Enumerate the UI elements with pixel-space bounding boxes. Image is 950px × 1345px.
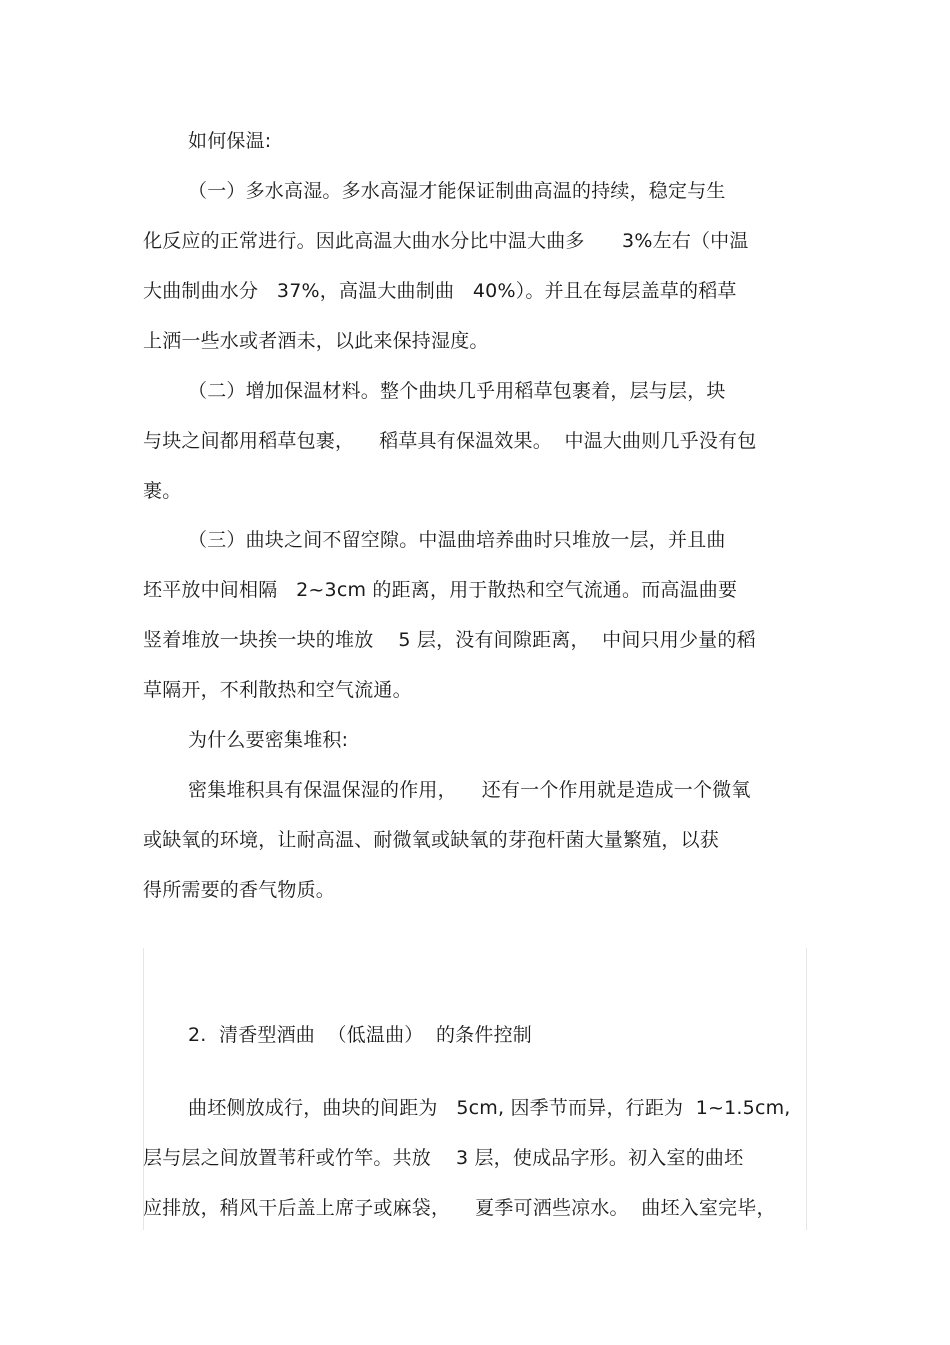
heading-how-to-keep-warm: 如何保温: xyxy=(188,130,272,152)
paragraph-line: 或缺氧的环境，让耐高温、耐微氧或缺氧的芽孢杆菌大量繁殖，以获 xyxy=(143,829,720,851)
paragraph-line: 应排放，稍风干后盖上席子或麻袋， 夏季可洒些凉水。 曲坯入室完毕， xyxy=(143,1197,776,1219)
paragraph-line: 化反应的正常进行。因此高温大曲水分比中温大曲多 3%左右（中温 xyxy=(143,230,749,252)
paragraph-line: 大曲制曲水分 37%，高温大曲制曲 40%）。并且在每层盖草的稻草 xyxy=(143,280,737,302)
paragraph-line: （二）增加保温材料。整个曲块几乎用稻草包裹着，层与层，块 xyxy=(188,380,726,402)
paragraph-line: （三）曲块之间不留空隙。中温曲培养曲时只堆放一层，并且曲 xyxy=(188,529,726,551)
heading-why-dense-stacking: 为什么要密集堆积: xyxy=(188,729,349,751)
paragraph-line: （一）多水高湿。多水高湿才能保证制曲高温的持续，稳定与生 xyxy=(188,180,726,202)
paragraph-line: 坯平放中间相隔 2~3cm 的距离，用于散热和空气流通。而高温曲要 xyxy=(143,579,738,601)
paragraph-line: 与块之间都用稻草包裹， 稻草具有保温效果。 中温大曲则几乎没有包 xyxy=(143,430,757,452)
paragraph-line: 曲坯侧放成行，曲块的间距为 5cm, 因季节而异，行距为 1~1.5cm, xyxy=(188,1097,791,1119)
paragraph-line: 竖着堆放一块挨一块的堆放 5 层，没有间隙距离， 中间只用少量的稻 xyxy=(143,629,756,651)
paragraph-line: 草隔开，不利散热和空气流通。 xyxy=(143,679,412,701)
frame-rule-right xyxy=(806,948,807,1230)
paragraph-line: 裹。 xyxy=(143,480,182,502)
paragraph-line: 上洒一些水或者酒未，以此来保持湿度。 xyxy=(143,330,489,352)
paragraph-line: 得所需要的香气物质。 xyxy=(143,879,336,901)
paragraph-line: 密集堆积具有保温保湿的作用， 还有一个作用就是造成一个微氧 xyxy=(188,779,751,801)
frame-rule-left xyxy=(143,948,144,1230)
section-heading-qingxiang-qu: 2. 清香型酒曲 （低温曲） 的条件控制 xyxy=(188,1024,532,1046)
paragraph-line: 层与层之间放置苇秆或竹竿。共放 3 层，使成品字形。初入室的曲坯 xyxy=(143,1147,744,1169)
